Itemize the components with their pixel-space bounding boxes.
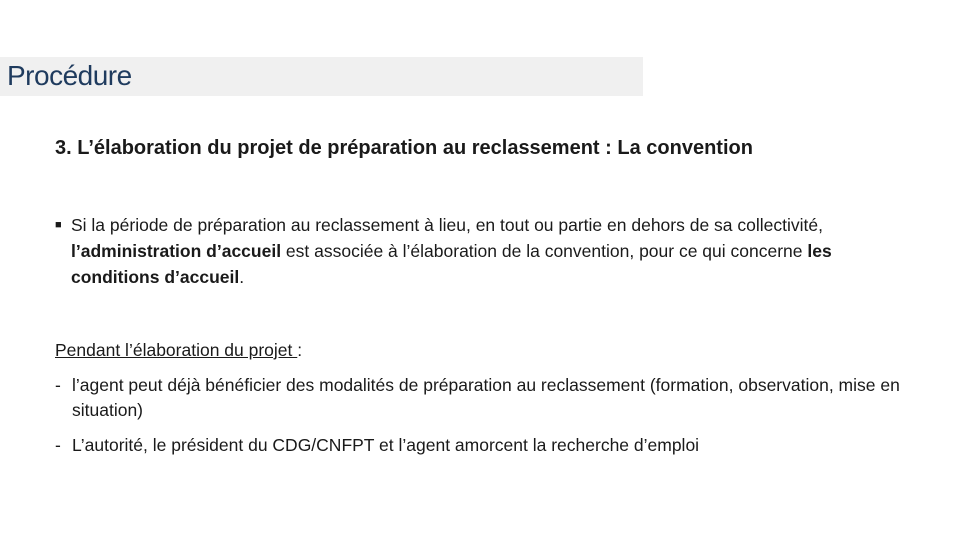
bold-administration: l’administration d’accueil	[71, 241, 282, 261]
bullet-text: Si la période de préparation au reclassement à lieu, en tout ou partie en dehors de sa collectivité, l’administration d’accueil est associée à l’élaboration de la convention, pour ce qui concerne les conditions d’accueil.	[71, 215, 832, 287]
list-item: - l’agent peut déjà bénéficier des modalités de préparation au reclassement (formation, observation, mise en situation)	[55, 375, 900, 420]
dash-bullet: -	[55, 375, 61, 395]
title-band	[0, 57, 643, 96]
square-bullet-icon: ■	[55, 219, 62, 231]
pending-section	[55, 338, 935, 458]
pending-label: Pendant l’élaboration du projet :	[55, 340, 303, 360]
dash-bullet: -	[55, 435, 61, 455]
section-heading: 3. L’élaboration du projet de préparation au reclassement : La convention	[55, 137, 753, 159]
list-item: - L’autorité, le président du CDG/CNFPT et l’agent amorcent la recherche d’emploi	[55, 433, 935, 458]
bold-conditions: les conditions d’accueil	[71, 241, 832, 287]
slide-title: Procédure	[7, 60, 132, 91]
bullet-paragraph	[55, 212, 925, 290]
